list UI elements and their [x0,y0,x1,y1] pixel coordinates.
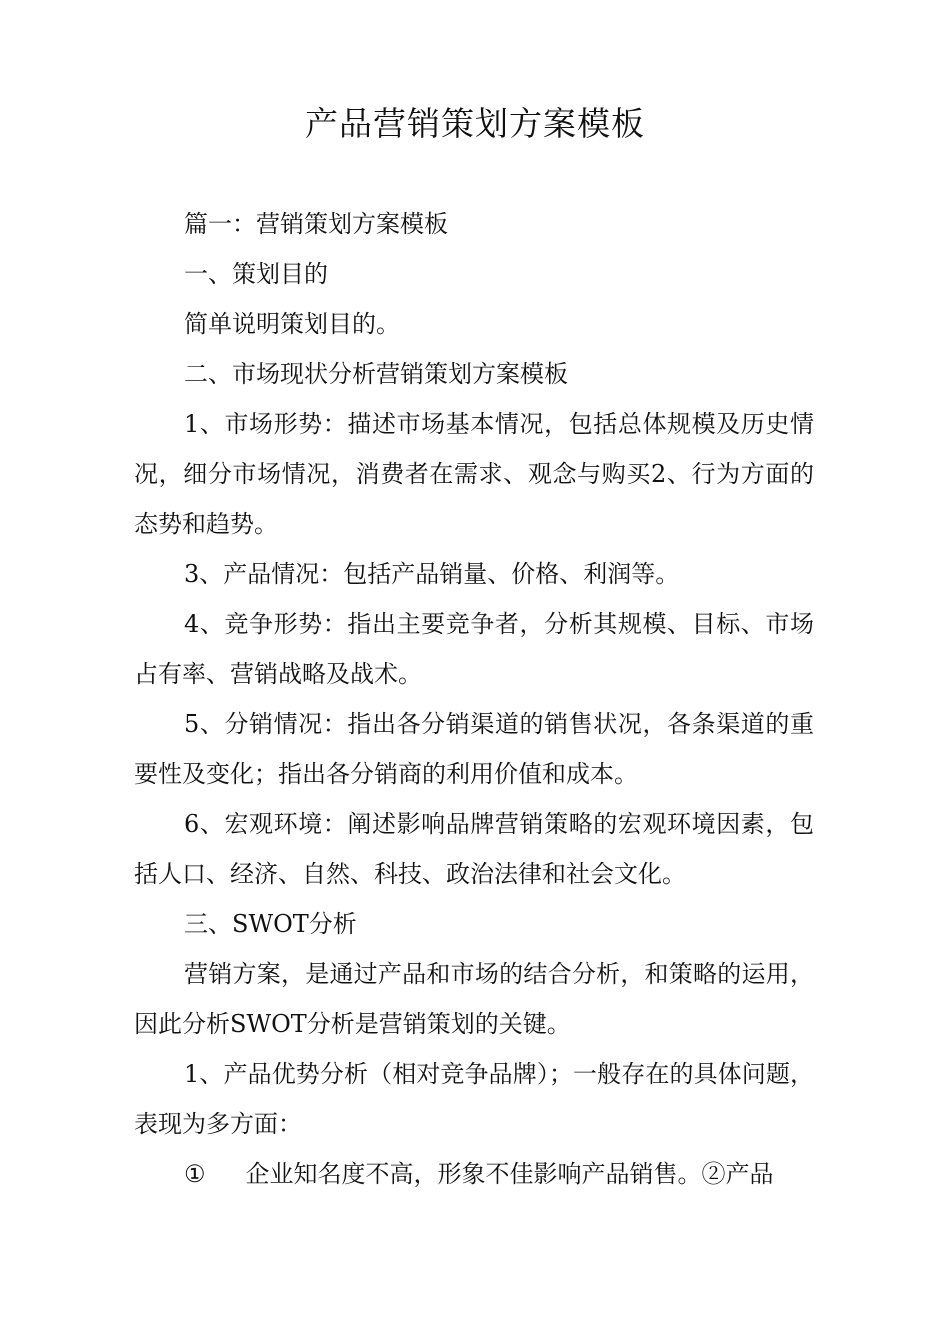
paragraph-market-situation: 1、市场形势：描述市场基本情况，包括总体规模及历史情况，细分市场情况，消费者在需求、观念与购买2、行为方面的态势和趋势。 [134,410,814,538]
paragraph-product-situation: 3、产品情况：包括产品销量、价格、利润等。 [184,560,680,588]
document-title: 产品营销策划方案模板 [305,104,645,143]
paragraph-list-item [134,1149,814,1199]
list-item-text: 企业知名度不高，形象不佳影响产品销售。②产品 [245,1160,774,1188]
paragraph-planning-purpose: 简单说明策划目的。 [184,310,400,338]
document-body [134,199,814,1199]
paragraph-distribution: 5、分销情况：指出各分销渠道的销售状况，各条渠道的重要性及变化；指出各分销商的利用价值和成本。 [134,710,814,788]
list-item-marker: ① [184,1160,206,1188]
paragraph-swot-heading: 三、SWOT分析 [184,910,357,938]
paragraph-market-analysis-heading: 二、市场现状分析营销策划方案模板 [184,360,568,388]
paragraph-product-advantage: 1、产品优势分析（相对竞争品牌）；一般存在的具体问题，表现为多方面： [134,1060,814,1138]
paragraph-competition: 4、竞争形势：指出主要竞争者，分析其规模、目标、市场占有率、营销战略及战术。 [134,610,814,688]
paragraph-swot-intro: 营销方案，是通过产品和市场的结合分析，和策略的运用，因此分析SWOT分析是营销策划的关键。 [134,960,814,1038]
paragraph-macro-environment: 6、宏观环境：阐述影响品牌营销策略的宏观环境因素，包括人口、经济、自然、科技、政治法律和社会文化。 [134,810,814,888]
paragraph-section-heading: 篇一：营销策划方案模板 [184,210,448,238]
paragraph-planning-purpose-heading: 一、策划目的 [184,260,328,288]
